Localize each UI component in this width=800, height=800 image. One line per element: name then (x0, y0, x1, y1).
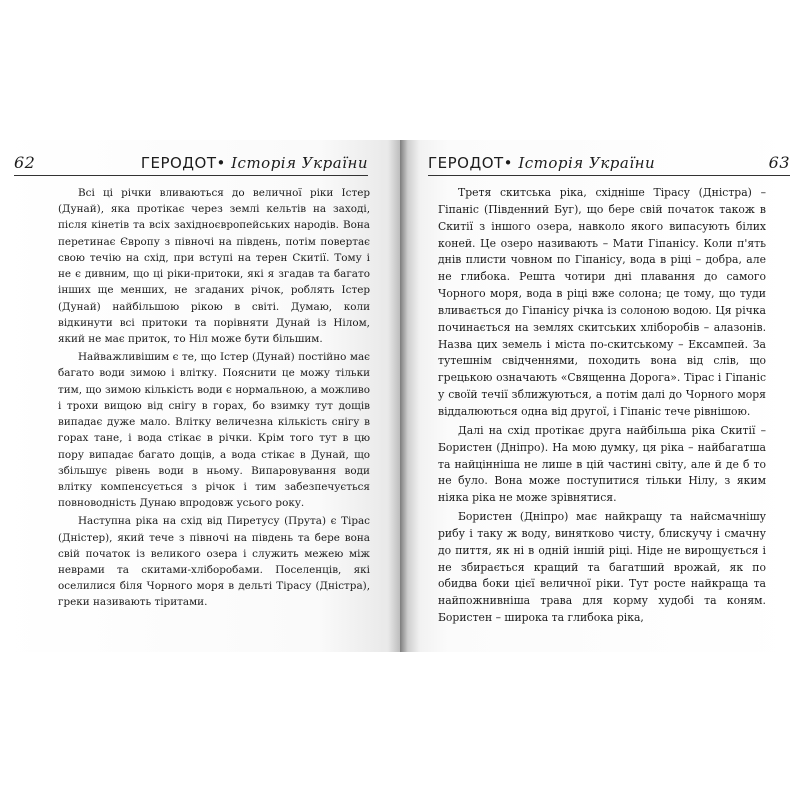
paragraph: Наступна ріка на схід від Пиретусу (Прута) є Тірас (Дністер), який тече з півночі на південь та бере вона свій початок із великого озера і служить межею між неврами та скитами-хліборобами. Поселенців, які оселилися біля Чорного моря в дельті Тірасу (Дністра), греки називають тіритами. (58, 515, 370, 609)
left-header-subtitle: Історія України (231, 154, 368, 172)
right-page (400, 140, 800, 652)
right-header-separator: • (503, 154, 514, 172)
left-header-separator: • (216, 154, 226, 172)
right-running-header (428, 152, 790, 176)
right-header-subtitle: Історія України (518, 154, 656, 172)
left-header-author: ГЕРОДОТ (140, 154, 217, 172)
right-header-author: ГЕРОДОТ (428, 154, 504, 172)
left-running-header (14, 152, 368, 176)
paragraph: Найважливішим є те, що Істер (Дунай) постійно має багато води зимою і влітку. Пояснити це можу тільки тим, що зимою кількість води є нормальною, а можливо і трохи вищою від снігу в горах, бо взимку тут дощів випадає дуже мало. Влітку величезна кількість снігу в горах тане, і вода стікає в річки. Крім того тут в цю пору випадає багато дощів, а вода стікає в Дунай, що збільшує рівень води в ньому. Випаровування води влітку компенсується з річок і тим забезпечується повноводність Дунаю впродовж усього року. (58, 351, 370, 510)
paragraph: Далі на схід протікає друга найбільша ріка Скитії – Бористен (Дніпро). На мою думку, ця ріка – найбагатша та найцінніша не лише в цій частині світу, але й де б то не було. Вона може поступитися тільки Нілу, з яким ніяка ріка не може зрівнятися. (438, 423, 766, 505)
left-page-number: 62 (14, 153, 36, 172)
paragraph: Бористен (Дніпро) має найкращу та найсмачнішу рибу і таку ж воду, винятково чисту, блискучу і смачну до пиття, як ні в одній іншій ріці. Ніде не вирощується і не збирається кращий та багатший врожай, як по обидва боки цієї величної ріки. Тут росте найкраща та найпожнивніша трава для корму худобі та коням. Бористен – широка та глибока ріка, (438, 510, 766, 625)
left-header-title (141, 154, 368, 172)
right-body-text (438, 185, 766, 627)
left-body-text (58, 185, 370, 611)
right-page-number: 63 (768, 153, 790, 172)
paragraph: Третя скитська ріка, східніше Тірасу (Дністра) – Гіпаніс (Південний Буг), що бере свій початок також в Скитії з іншого озера, навколо якого випасують білих коней. Це озеро називають – Мати Гіпанісу. Коли п'ять днів плисти човном по Гіпанісу, вода в ріці – добра, але не глибока. Решта чотири дні плавання до самого Чорного моря, вода в ріці вже солона; це тому, що туди вливається до Гіпанісу річка із солоною водою. Ця річка починається на землях скитських хліборобів – алазонів. Назва цих земель і міста по-скитському – Ексампей. За тутешнім свідченнями, походить вона від слів, що грецькою означають «Священна Дорога». Тірас і Гіпаніс у своїй течії зближуються, а потім далі до Чорного моря віддалюються одна від другої, і Гіпаніс тече рівнішою. (438, 186, 766, 418)
paragraph: Всі ці річки вливаються до величної ріки Істер (Дунай), яка протікає через землі кельтів на заході, після кінетів та всіх західноєвропейських народів. Вона перетинає Європу з півночі на південь, потім повертає свою течію на схід, при вступі на терен Скитії. Тому і не є дивним, що ці ріки-притоки, які я згадав та багато інших ще менших, не згаданих річок, роблять Істер (Дунай) найбільшою рікою в світі. Думаю, коли відкинути всі притоки та порівняти Дунай із Нілом, який не має приток, то Ніл може бути більшим. (58, 187, 370, 345)
right-header-title (428, 154, 655, 172)
left-page (0, 140, 400, 652)
